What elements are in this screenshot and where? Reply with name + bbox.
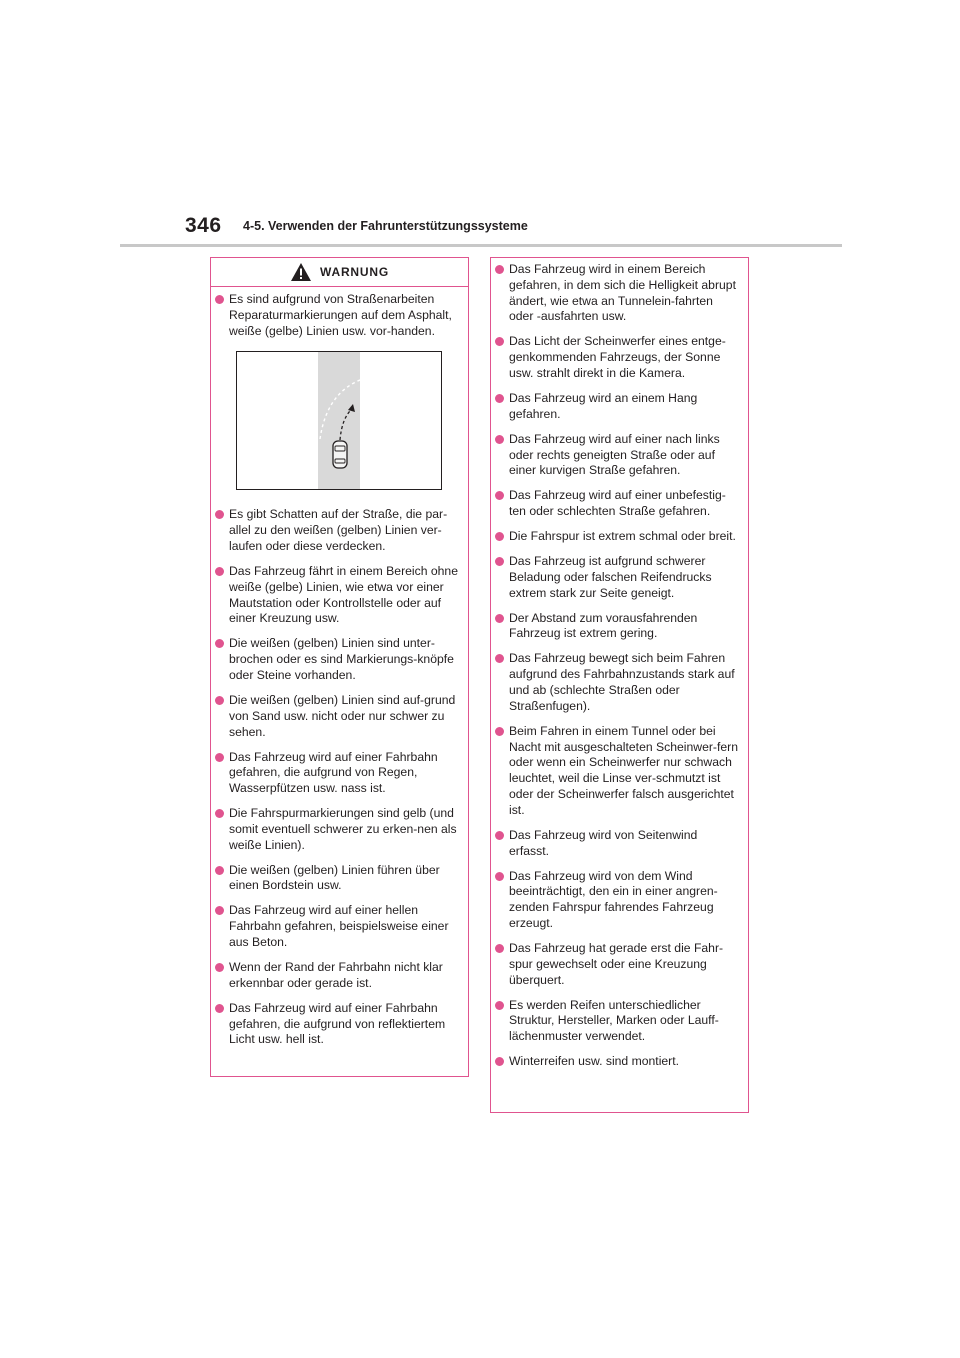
- bullet-icon: [215, 753, 224, 762]
- bullet-icon: [215, 1004, 224, 1013]
- list-item: [491, 391, 740, 423]
- bullet-icon: [495, 944, 504, 953]
- list-item-text: Das Fahrzeug wird auf einer hellen Fahrbahn gefahren, beispielsweise einer aus Beton.: [229, 903, 449, 950]
- list-item-text: Wenn der Rand der Fahrbahn nicht klar erkennbar oder gerade ist.: [229, 960, 443, 990]
- bullet-icon: [215, 639, 224, 648]
- warning-box: [210, 257, 469, 1077]
- list-item: [211, 292, 460, 339]
- warning-list: [211, 287, 468, 339]
- list-item-text: Die weißen (gelben) Linien führen über einen Bordstein usw.: [229, 862, 440, 893]
- list-item: [491, 262, 740, 325]
- bullet-icon: [495, 265, 504, 274]
- list-item: [211, 750, 460, 797]
- list-item-text: Die Fahrspurmarkierungen sind gelb (und somit eventuell schwerer zu erken-nen als weiße Linien).: [229, 806, 457, 852]
- list-item: [211, 1001, 460, 1048]
- list-item: [211, 507, 460, 554]
- bullet-icon: [215, 809, 224, 818]
- bullet-icon: [215, 866, 224, 875]
- list-item: [491, 554, 740, 601]
- list-item: [491, 432, 740, 479]
- list-item: [491, 828, 740, 860]
- list-item: [491, 1054, 740, 1070]
- bullet-icon: [495, 831, 504, 840]
- list-item-text: Das Fahrzeug wird auf einer unbefestig-ten oder schlechten Straße gefahren.: [509, 488, 726, 519]
- warning-list-continued: [211, 502, 468, 1048]
- bullet-icon: [215, 295, 224, 304]
- bullet-icon: [215, 696, 224, 705]
- bullet-icon: [495, 337, 504, 346]
- bullet-icon: [495, 1057, 504, 1066]
- list-item: [491, 611, 740, 643]
- list-item-text: Es werden Reifen unterschiedlicher Struktur, Hersteller, Marken oder Lauff-lächenmuster verwendet.: [509, 997, 719, 1044]
- bullet-icon: [215, 567, 224, 576]
- list-item: [491, 529, 740, 545]
- list-item-text: Der Abstand zum vorausfahrenden Fahrzeug ist extrem gering.: [509, 610, 698, 641]
- list-item: [211, 564, 460, 627]
- bullet-icon: [215, 906, 224, 915]
- list-item-text: Das Fahrzeug bewegt sich beim Fahren aufgrund des Fahrbahnzustands stark auf und ab (schlechte Straßen oder Straßenfugen).: [509, 651, 735, 713]
- list-item-text: Winterreifen usw. sind montiert.: [509, 1054, 680, 1069]
- page-number: 346: [185, 214, 222, 237]
- list-item-text: Das Fahrzeug wird an einem Hang gefahren.: [509, 390, 698, 421]
- list-item-text: Die weißen (gelben) Linien sind auf-grund von Sand usw. nicht oder nur schwer zu sehen.: [229, 692, 456, 739]
- list-item: [211, 960, 460, 992]
- bullet-icon: [495, 435, 504, 444]
- list-item: [491, 941, 740, 988]
- warning-title: WARNUNG: [320, 265, 389, 279]
- header-rule: [120, 244, 842, 247]
- list-item-text: Es sind aufgrund von Straßenarbeiten Reparaturmarkierungen auf dem Asphalt, weiße (gelbe) Linien usw. vor-handen.: [229, 292, 452, 338]
- list-item-text: Es gibt Schatten auf der Straße, die par-allel zu den weißen (gelben) Linien ver-laufen oder diese verdecken.: [229, 507, 448, 553]
- bullet-icon: [495, 394, 504, 403]
- list-item: [491, 334, 740, 381]
- list-item-text: Das Fahrzeug fährt in einem Bereich ohne weiße (gelbe) Linien, wie etwa vor einer Mautstation oder Kontrollstelle oder auf einer Kreuzung usw.: [229, 563, 458, 626]
- bullet-icon: [215, 510, 224, 519]
- bullet-icon: [495, 614, 504, 623]
- list-item: [211, 693, 460, 740]
- bullet-icon: [495, 654, 504, 663]
- list-item-text: Das Fahrzeug ist aufgrund schwerer Beladung oder falschen Reifendrucks extrem stark zur Seite geneigt.: [509, 554, 712, 600]
- list-item-text: Das Licht der Scheinwerfer eines entge-genkommenden Fahrzeugs, der Sonne usw. strahlt direkt in die Kamera.: [509, 334, 726, 380]
- bullet-icon: [495, 1001, 504, 1010]
- list-item: [491, 869, 740, 932]
- list-item-text: Die weißen (gelben) Linien sind unter-brochen oder es sind Markierungs-knöpfe oder Steine vorhanden.: [229, 636, 454, 682]
- list-item-text: Das Fahrzeug wird auf einer Fahrbahn gefahren, die aufgrund von Regen, Wasserpfützen usw. nass ist.: [229, 749, 438, 796]
- list-item-text: Die Fahrspur ist extrem schmal oder breit.: [509, 529, 736, 544]
- list-item: [211, 863, 460, 895]
- list-item-text: Das Fahrzeug hat gerade erst die Fahr-spur gewechselt oder eine Kreuzung überquert.: [509, 940, 724, 987]
- bullet-icon: [495, 532, 504, 541]
- list-item-text: Das Fahrzeug wird von Seitenwind erfasst.: [509, 827, 698, 858]
- list-item-text: Beim Fahren in einem Tunnel oder bei Nacht mit ausgeschalteten Scheinwer-fern oder wenn ein Scheinwerfer nur schwach leuchtet, weil die Linse ver-schmutzt ist oder der Scheinwerfer falsch ausgerichtet ist.: [509, 723, 738, 817]
- warning-triangle-icon: [290, 262, 312, 282]
- warning-box-continued: [490, 257, 749, 1113]
- section-title: 4-5. Verwenden der Fahrunterstützungssysteme: [243, 219, 528, 233]
- list-item-text: Das Fahrzeug wird in einem Bereich gefahren, in dem sich die Helligkeit abrupt ändert, wie etwa an Tunnelein-fahrten oder -ausfahrten usw.: [509, 262, 736, 324]
- bullet-icon: [495, 491, 504, 500]
- list-item-text: Das Fahrzeug wird auf einer Fahrbahn gefahren, die aufgrund von reflektiertem Licht usw. hell ist.: [229, 1000, 446, 1047]
- warning-list-right: [491, 258, 748, 1070]
- list-item: [211, 806, 460, 853]
- list-item: [491, 488, 740, 520]
- bullet-icon: [215, 963, 224, 972]
- bullet-icon: [495, 557, 504, 566]
- bullet-icon: [495, 872, 504, 881]
- list-item: [211, 636, 460, 683]
- list-item: [491, 651, 740, 714]
- warning-header: [211, 258, 468, 287]
- list-item: [491, 724, 740, 819]
- bullet-icon: [495, 727, 504, 736]
- list-item: [491, 998, 740, 1045]
- list-item-text: Das Fahrzeug wird von dem Wind beeinträchtigt, den ein in einer angren-zenden Fahrspur fahrendes Fahrzeug erzeugt.: [509, 868, 718, 930]
- list-item: [211, 903, 460, 950]
- list-item-text: Das Fahrzeug wird auf einer nach links oder rechts geneigten Straße oder auf einer kurvigen Straße gefahren.: [509, 431, 720, 478]
- lane-change-car-illustration: [236, 351, 442, 490]
